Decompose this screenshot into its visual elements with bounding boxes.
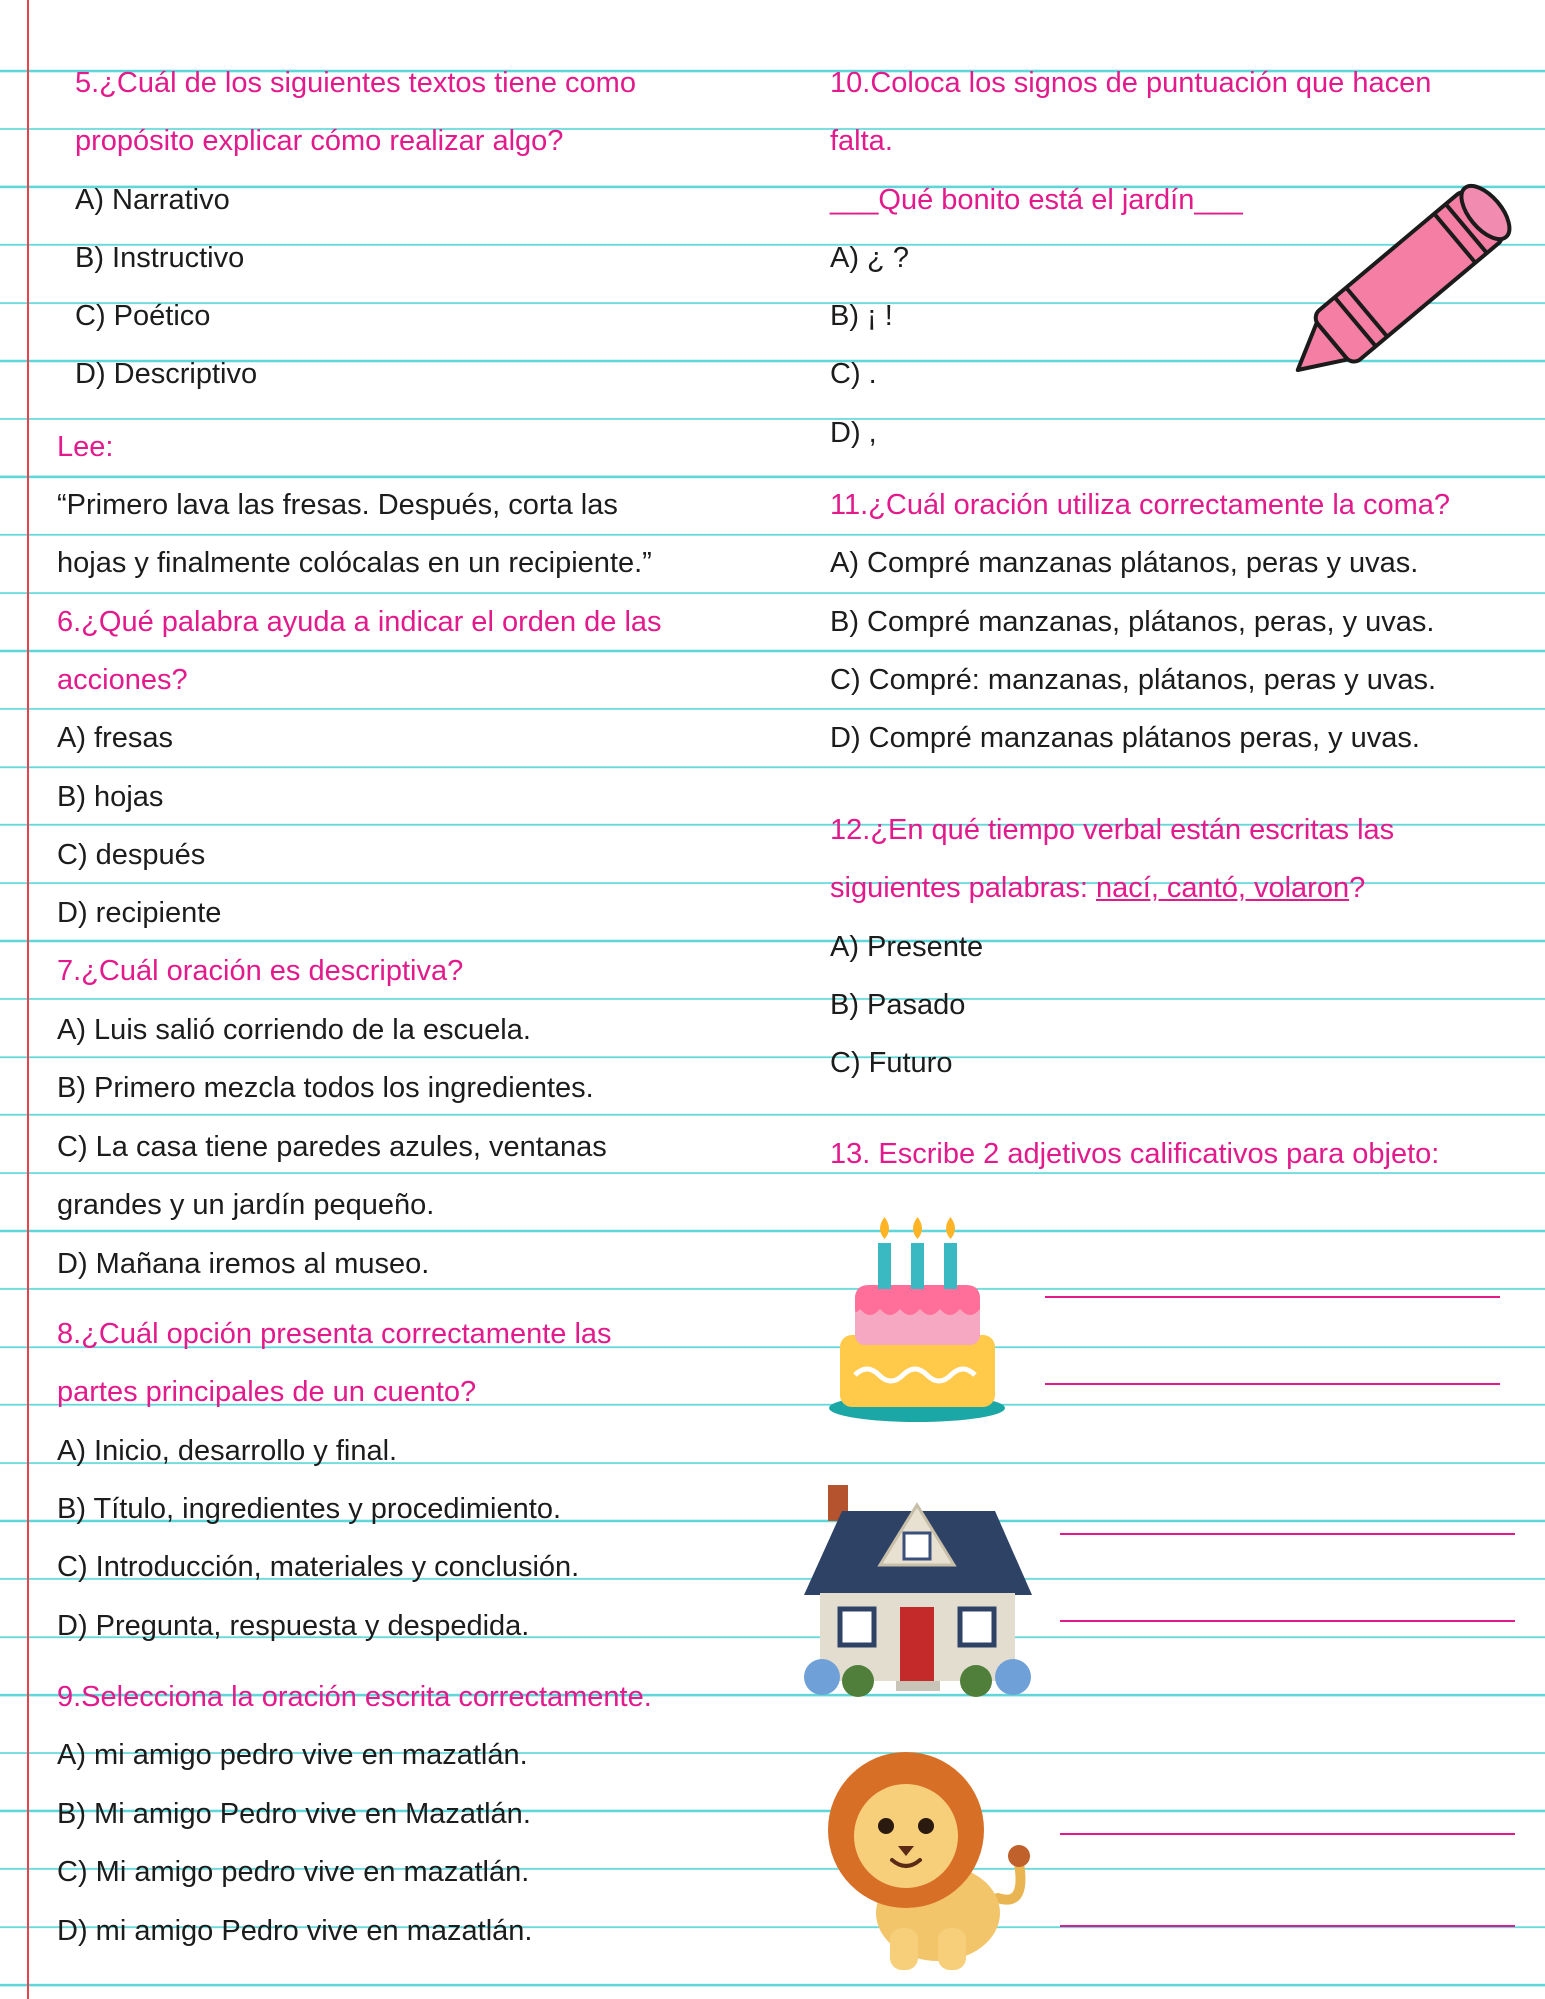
answer-blank[interactable] (1060, 1925, 1515, 1927)
option-d: D) Descriptivo (75, 358, 258, 390)
answer-blank[interactable] (1060, 1833, 1515, 1835)
option-a: A) mi amigo pedro vive en mazatlán. (57, 1739, 528, 1771)
option-a: A) Luis salió corriendo de la escuela. (57, 1014, 531, 1046)
option-d: D) mi amigo Pedro vive en mazatlán. (57, 1915, 533, 1947)
question-8-title-line-2: partes principales de un cuento? (57, 1376, 477, 1408)
option-c: C) . (830, 358, 877, 390)
option-c: C) Poético (75, 300, 211, 332)
margin-line (27, 0, 29, 1999)
option-b: B) Compré manzanas, plátanos, peras, y uvas. (830, 606, 1435, 638)
question-10-title-line-1: 10.Coloca los signos de puntuación que hacen (830, 67, 1432, 99)
question-6-title-line-2: acciones? (57, 664, 188, 696)
option-b: B) ¡ ! (830, 300, 893, 332)
option-a: A) Inicio, desarrollo y final. (57, 1435, 398, 1467)
question-6-title-line-1: 6.¿Qué palabra ayuda a indicar el orden de las (57, 606, 662, 638)
option-c: C) Futuro (830, 1047, 953, 1079)
passage-line-1: “Primero lava las fresas. Después, corta las (57, 489, 618, 521)
option-b: B) Mi amigo Pedro vive en Mazatlán. (57, 1798, 531, 1830)
option-c-line-2: grandes y un jardín pequeño. (57, 1189, 435, 1221)
question-13-title: 13. Escribe 2 adjetivos calificativos para objeto: (830, 1138, 1440, 1170)
option-c: C) Introducción, materiales y conclusión. (57, 1551, 580, 1583)
option-b: B) Título, ingredientes y procedimiento. (57, 1493, 562, 1525)
answer-blank[interactable] (1060, 1620, 1515, 1622)
option-c: C) Mi amigo pedro vive en mazatlán. (57, 1856, 530, 1888)
question-11-title: 11.¿Cuál oración utiliza correctamente la coma? (830, 489, 1451, 521)
option-c-line-1: C) La casa tiene paredes azules, ventanas (57, 1131, 607, 1163)
passage-line-2: hojas y finalmente colócalas en un recipiente.” (57, 547, 652, 579)
answer-blank[interactable] (1045, 1383, 1500, 1385)
option-d: D) Pregunta, respuesta y despedida. (57, 1610, 530, 1642)
option-c: C) después (57, 839, 206, 871)
question-12-title-line-2 (830, 870, 1365, 906)
option-a: A) fresas (57, 722, 174, 754)
underlined-words: nací, cantó, volaron (1096, 872, 1350, 904)
option-d: D) Mañana iremos al museo. (57, 1248, 430, 1280)
option-c: C) Compré: manzanas, plátanos, peras y uvas. (830, 664, 1437, 696)
question-12-title-line-1: 12.¿En qué tiempo verbal están escritas las (830, 814, 1395, 846)
option-a: A) ¿ ? (830, 242, 909, 274)
cake-icon (825, 1215, 1010, 1430)
option-d: D) Compré manzanas plátanos peras, y uvas. (830, 722, 1420, 754)
lion-icon (828, 1748, 1048, 1973)
question-7-title: 7.¿Cuál oración es descriptiva? (57, 955, 464, 987)
option-b: B) Pasado (830, 989, 966, 1021)
answer-blank[interactable] (1045, 1296, 1500, 1298)
question-5-title-line-2: propósito explicar cómo realizar algo? (75, 125, 564, 157)
option-b: B) Primero mezcla todos los ingredientes. (57, 1072, 594, 1104)
option-a: A) Narrativo (75, 184, 230, 216)
question-12-prefix: siguientes palabras: (830, 872, 1096, 904)
option-d: D) recipiente (57, 897, 222, 929)
option-a: A) Compré manzanas plátanos, peras y uvas. (830, 547, 1419, 579)
question-9-title: 9.Selecciona la oración escrita correctamente. (57, 1681, 652, 1713)
answer-blank[interactable] (1060, 1533, 1515, 1535)
option-b: B) Instructivo (75, 242, 245, 274)
question-10-title-line-2: falta. (830, 125, 893, 157)
question-8-title-line-1: 8.¿Cuál opción presenta correctamente las (57, 1318, 612, 1350)
question-10-sentence: ___Qué bonito está el jardín___ (830, 184, 1243, 216)
crayon-icon (1275, 158, 1535, 403)
house-icon (800, 1485, 1035, 1705)
reading-label: Lee: (57, 431, 114, 463)
question-12-suffix: ? (1349, 872, 1366, 904)
question-5-title-line-1: 5.¿Cuál de los siguientes textos tiene como (75, 67, 636, 99)
option-d: D) , (830, 417, 877, 449)
option-a: A) Presente (830, 931, 984, 963)
option-b: B) hojas (57, 781, 164, 813)
